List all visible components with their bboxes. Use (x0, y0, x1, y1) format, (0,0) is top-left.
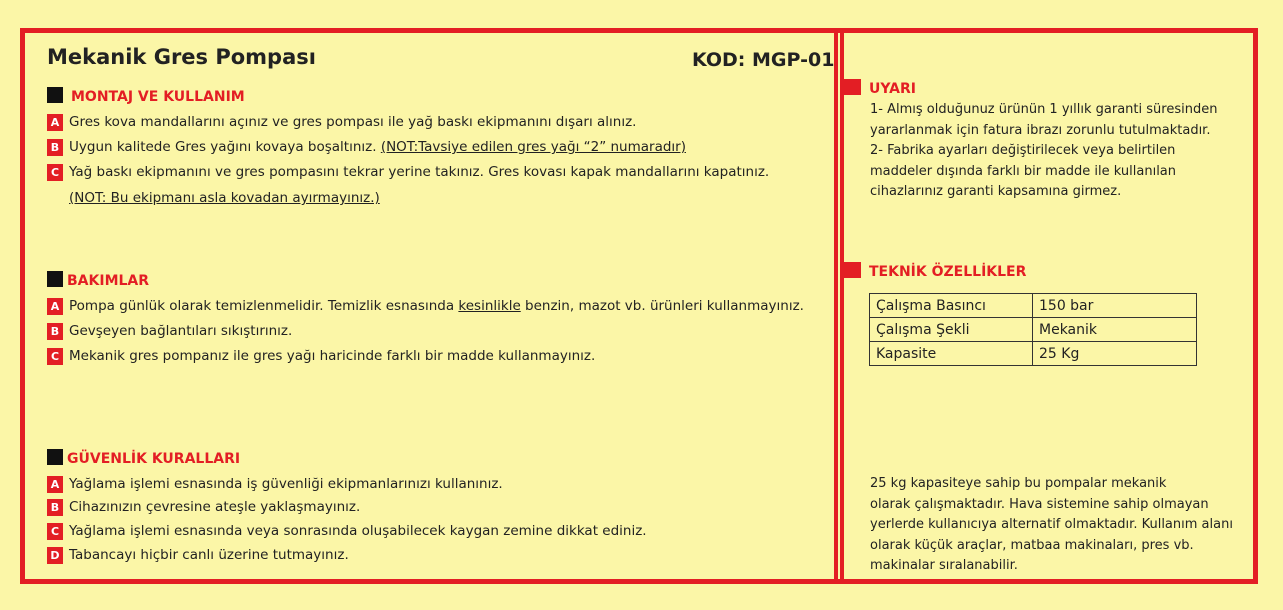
item-text: Uygun kalitede Gres yağını kovaya boşaltınız. (69, 139, 377, 155)
spec-label: Çalışma Şekli (870, 318, 1033, 342)
list-item (47, 499, 360, 516)
item-text: Cihazınızın çevresine ateşle yaklaşmayınız. (69, 499, 361, 515)
section-bakim (47, 271, 149, 289)
square-bullet-icon (47, 87, 63, 103)
item-letter-badge: A (47, 114, 63, 131)
section-bakim-heading: BAKIMLAR (67, 273, 150, 289)
list-item (47, 114, 636, 131)
item-letter-badge: A (47, 298, 63, 315)
item-text: Yağlama işlemi esnasında iş güvenliği ekipmanlarınızı kullanınız. (69, 476, 503, 492)
spec-value: 25 Kg (1033, 342, 1197, 366)
spec-label: Çalışma Basıncı (870, 294, 1033, 318)
section-montaj-heading: MONTAJ VE KULLANIM (71, 89, 245, 105)
spec-label: Kapasite (870, 342, 1033, 366)
list-item (47, 139, 686, 156)
uyari-text (870, 100, 1217, 203)
list-item (47, 523, 647, 540)
list-item (47, 547, 349, 564)
page-title: Mekanik Gres Pompası (47, 45, 316, 69)
list-item (47, 164, 769, 181)
text-line: olarak küçük araçlar, matbaa makinaları, pres vb. (870, 537, 1194, 553)
item-text: Yağlama işlemi esnasında veya sonrasında oluşabilecek kaygan zemine dikkat ediniz. (69, 523, 647, 539)
item-text: Yağ baskı ekipmanını ve gres pompasını tekrar yerine takınız. Gres kovası kapak mandallarını kapatınız. (69, 164, 770, 180)
item-letter-badge: C (47, 348, 63, 365)
item-letter-badge: A (47, 476, 63, 493)
item-letter-badge: C (47, 164, 63, 181)
item-text: benzin, mazot vb. ürünleri kullanmayınız. (520, 298, 804, 314)
text-line: cihazlarınız garanti kapsamına girmez. (870, 184, 1122, 199)
table-row (870, 342, 1197, 366)
product-code: KOD: MGP-01 (692, 49, 835, 71)
item-emphasis: kesinlikle (458, 298, 521, 314)
list-item (47, 476, 503, 493)
spec-table (869, 293, 1197, 366)
item-text: Gres kova mandallarını açınız ve gres pompası ile yağ baskı ekipmanını dışarı alınız. (69, 114, 637, 130)
section-teknik (857, 262, 1026, 280)
section-uyari-heading: UYARI (869, 81, 916, 97)
list-item (47, 298, 804, 315)
item-letter-badge: B (47, 323, 63, 340)
item-text: Mekanik gres pompanız ile gres yağı haricinde farklı bir madde kullanmayınız. (69, 348, 596, 364)
table-row (870, 318, 1197, 342)
spec-value: 150 bar (1033, 294, 1197, 318)
red-marker-icon (843, 262, 861, 278)
text-line: yararlanmak için fatura ibrazı zorunlu tutulmaktadır. (870, 122, 1211, 138)
table-row (870, 294, 1197, 318)
text-line: 2- Fabrika ayarları değiştirilecek veya belirtilen (870, 143, 1176, 158)
item-text: Pompa günlük olarak temizlenmelidir. Temizlik esnasında (69, 298, 459, 314)
item-letter-badge: B (47, 139, 63, 156)
list-item (47, 323, 292, 340)
item-letter-badge: B (47, 499, 63, 516)
section-guvenlik-heading: GÜVENLİK KURALLARI (67, 451, 241, 467)
section-montaj (47, 87, 245, 105)
text-line: 1- Almış olduğunuz ürünün 1 yıllık garanti süresinden (870, 102, 1218, 117)
text-line: olarak çalışmaktadır. Hava sistemine sahip olmayan (870, 496, 1209, 512)
text-line: maddeler dışında farklı bir madde ile kullanılan (870, 163, 1177, 179)
square-bullet-icon (47, 449, 63, 465)
description-text (870, 474, 1233, 577)
section-guvenlik (47, 449, 240, 467)
square-bullet-icon (47, 271, 63, 287)
list-item (47, 348, 595, 365)
item-note: (NOT:Tavsiye edilen gres yağı “2” numaradır) (380, 139, 686, 155)
column-divider (834, 28, 844, 584)
montaj-note: (NOT: Bu ekipmanı asla kovadan ayırmayınız.) (69, 190, 380, 206)
spec-value: Mekanik (1033, 318, 1197, 342)
text-line: yerlerde kullanıcıya alternatif olmaktadır. Kullanım alanı (870, 517, 1233, 532)
item-text: Gevşeyen bağlantıları sıkıştırınız. (69, 323, 293, 339)
text-line: 25 kg kapasiteye sahip bu pompalar mekanik (870, 476, 1167, 491)
text-line: makinalar sıralanabilir. (870, 558, 1018, 573)
item-text: Tabancayı hiçbir canlı üzerine tutmayınız. (69, 547, 349, 563)
red-marker-icon (843, 79, 861, 95)
item-letter-badge: D (47, 547, 63, 564)
section-teknik-heading: TEKNİK ÖZELLİKLER (869, 264, 1027, 280)
section-uyari (857, 79, 916, 97)
item-letter-badge: C (47, 523, 63, 540)
